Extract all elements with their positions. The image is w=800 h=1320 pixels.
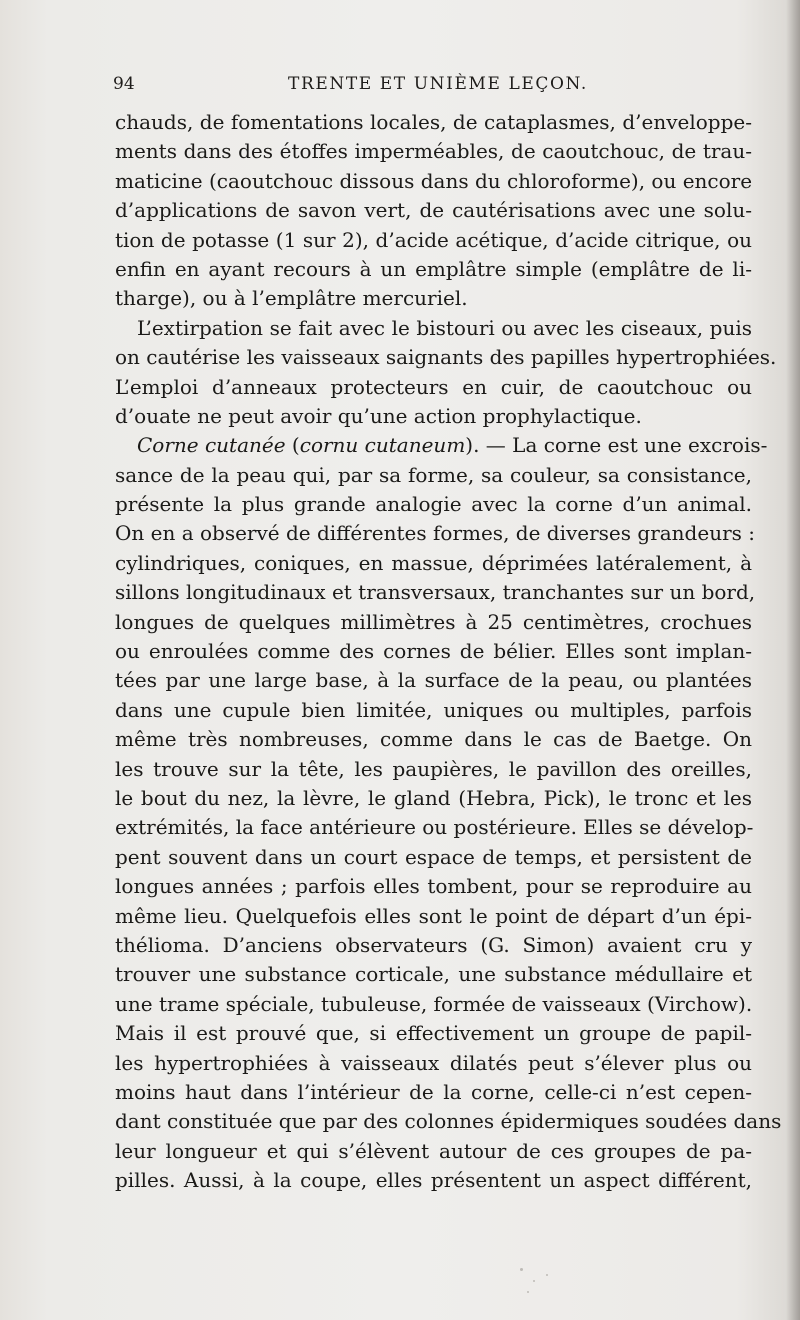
text-line: moins haut dans l’intérieur de la corne, celle-ci n’est cepen- — [115, 1079, 752, 1104]
text-line: enfin en ayant recours à un emplâtre simple (emplâtre de li- — [115, 256, 752, 281]
text-line: pilles. Aussi, à la coupe, elles présentent un aspect différent, — [115, 1168, 752, 1193]
paper-speck — [533, 1280, 535, 1282]
text-line: cylindriques, coniques, en massue, déprimées latéralement, à — [115, 550, 752, 575]
section-term-paren: ( — [285, 433, 300, 458]
text-line: tharge), ou à l’emplâtre mercuriel. — [115, 286, 468, 311]
text-line: même très nombreuses, comme dans le cas de Baetge. On — [115, 727, 752, 752]
text-line: sance de la peau qui, par sa forme, sa couleur, sa consistance, — [115, 462, 752, 487]
page-number: 94 — [113, 74, 135, 94]
text-line: longues années ; parfois elles tombent, pour se reproduire au — [115, 874, 752, 899]
text-line: dant constituée que par des colonnes épidermiques soudées dans — [115, 1109, 782, 1134]
text-line: chauds, de fomentations locales, de cataplasmes, d’enveloppe- — [115, 110, 752, 134]
text-line: d’ouate ne peut avoir qu’une action prophylactique. — [115, 403, 642, 428]
page-edge-shadow — [786, 0, 800, 1320]
text-line: On en a observé de différentes formes, de diverses grandeurs : — [115, 521, 755, 546]
text-line: trouver une substance corticale, une substance médullaire et — [115, 962, 752, 987]
body-text — [115, 108, 782, 1195]
text-line: tion de potasse (1 sur 2), d’acide acétique, d’acide citrique, ou — [115, 227, 752, 252]
text-line: d’applications de savon vert, de cautérisations avec une solu- — [115, 198, 752, 223]
paragraph-start-line: L’extirpation se fait avec le bistouri ou avec les ciseaux, puis — [137, 315, 752, 340]
paper-speck — [546, 1274, 548, 1276]
text-line: le bout du nez, la lèvre, le gland (Hebra, Pick), le tronc et les — [115, 785, 752, 810]
text-line: même lieu. Quelquefois elles sont le point de départ d’un épi- — [115, 903, 752, 928]
text-line: ou enroulées comme des cornes de bélier. Elles sont implan- — [115, 639, 752, 664]
page-header — [113, 70, 753, 102]
text-line: dans une cupule bien limitée, uniques ou multiples, parfois — [115, 697, 752, 722]
text-line: les trouve sur la tête, les paupières, le pavillon des oreilles, — [115, 756, 752, 781]
paper-speck — [520, 1268, 523, 1271]
paper-speck — [527, 1291, 529, 1293]
text-line: tées par une large base, à la surface de la peau, ou plantées — [115, 668, 752, 693]
text-line: on cautérise les vaisseaux saignants des papilles hypertrophiées. — [115, 345, 777, 370]
text-line: extrémités, la face antérieure ou postérieure. Elles se dévelop- — [115, 815, 754, 840]
section-term-latin: cornu cutaneum — [299, 433, 466, 458]
text-line: ments dans des étoffes imperméables, de caoutchouc, de trau- — [115, 139, 752, 164]
text-line: maticine (caoutchouc dissous dans du chloroforme), ou encore — [115, 168, 753, 193]
text-line: les hypertrophiées à vaisseaux dilatés peut s’élever plus ou — [115, 1050, 752, 1075]
text-line: présente la plus grande analogie avec la corne d’un animal. — [115, 492, 752, 517]
text-line: Mais il est prouvé que, si effectivement un groupe de papil- — [115, 1021, 752, 1046]
text-line: leur longueur et qui s’élèvent autour de ces groupes de pa- — [115, 1138, 752, 1163]
section-term: Corne cutanée — [137, 433, 286, 458]
text-line: une trame spéciale, tubuleuse, formée de vaisseaux (Virchow). — [115, 991, 753, 1016]
text-line: sillons longitudinaux et transversaux, tranchantes sur un bord, — [115, 580, 756, 605]
section-term-rest: ). — La corne est une excrois- — [465, 433, 768, 458]
text-line: pent souvent dans un court espace de temps, et persistent de — [115, 844, 752, 869]
running-head: TRENTE ET UNIÈME LEÇON. — [288, 74, 588, 94]
text-line: thélioma. D’anciens observateurs (G. Simon) avaient cru y — [115, 932, 752, 957]
text-line: longues de quelques millimètres à 25 centimètres, crochues — [115, 609, 752, 634]
section-heading-line — [115, 431, 768, 460]
text-line: L’emploi d’anneaux protecteurs en cuir, de caoutchouc ou — [115, 374, 752, 399]
